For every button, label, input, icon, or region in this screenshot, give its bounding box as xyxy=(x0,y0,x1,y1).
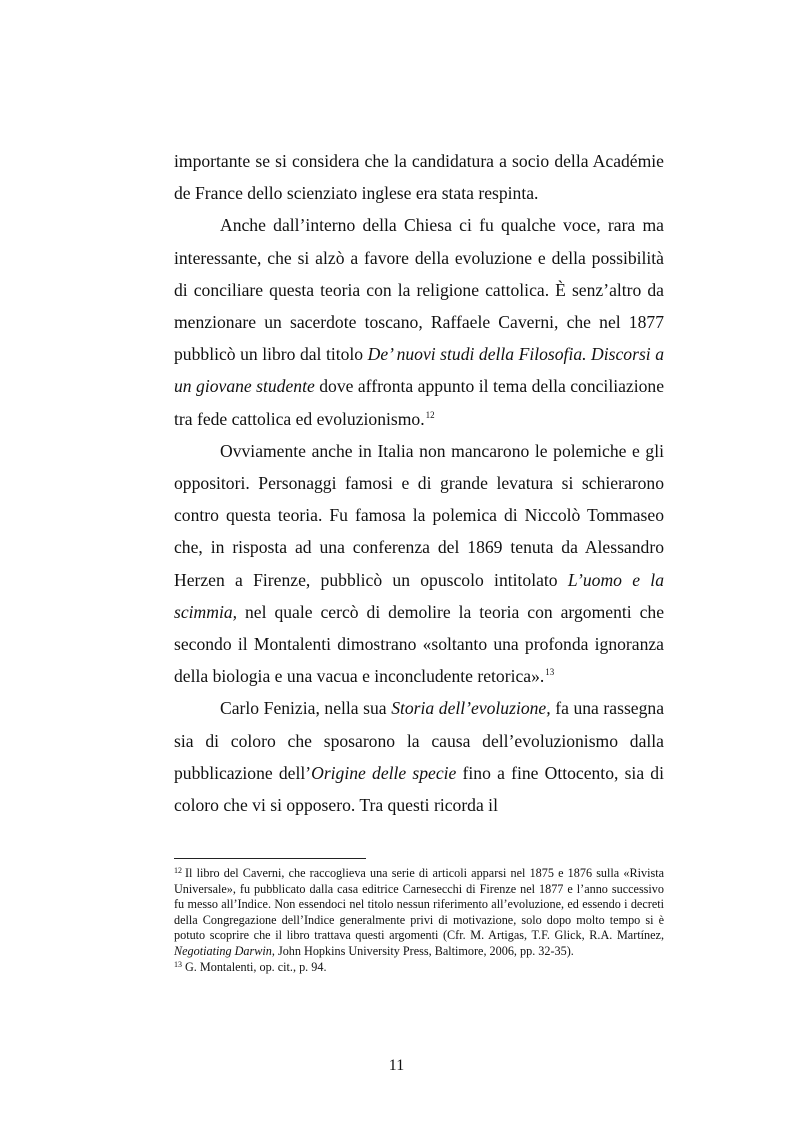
footnote-13-text: G. Montalenti, op. cit., p. 94. xyxy=(185,959,327,974)
paragraph-1-text: importante se si considera che la candidatura a socio della Académie de France dello scienziato inglese era stata respinta. xyxy=(174,151,664,204)
paragraph-2-text-b: dove affronta appunto il tema della conciliazione tra fede cattolica ed evoluzionismo. xyxy=(174,376,664,429)
footnote-12-title: Negotiating Darwin xyxy=(174,943,272,958)
footnote-12-text-b: , John Hopkins University Press, Baltimore, 2006, pp. 32-35). xyxy=(271,943,574,958)
footnote-12-text-a: Il libro del Caverni, che raccoglieva una serie di articoli apparsi nel 1875 e 1876 sulla «Rivista Universale», fu pubblicato dalla casa editrice Carnesecchi di Firenze nel 1877 e l’anno successivo fu messo all’Indice. Non essendoci nel titolo nessun riferimento all’evoluzione, ed essendo i decreti della Congregazione dell’Indice generalmente privi di motivazione, solo dopo molto tempo si è potuto scoprire che il libro trattava questi argomenti (Cfr. M. Artigas, T.F. Glick, R.A. Martínez, xyxy=(174,866,664,943)
paragraph-4-text-c: fino a fine Ottocento, sia di coloro che vi si opposero. Tra questi ricorda il xyxy=(174,762,664,816)
footnote-13 xyxy=(174,960,664,976)
paragraph-2-text-a: Anche dall’interno della Chiesa ci fu qualche voce, rara ma interessante, che si alzò a favore della evoluzione e della possibilità di conciliare questa teoria con la religione cattolica. È senz’altro da menzionare un sacerdote toscano, Raffaele Caverni, che nel 1877 pubblicò un libro dal titolo xyxy=(174,215,664,365)
page-number: 11 xyxy=(388,1057,405,1074)
paragraph-3 xyxy=(174,435,664,693)
book-title-origine: Origine delle specie xyxy=(311,762,457,783)
paragraph-1 xyxy=(174,145,664,209)
book-title-tommaseo: L’uomo e la scimmia, xyxy=(174,569,664,622)
footnote-12-number: 12 xyxy=(174,866,182,875)
footnote-13-number: 13 xyxy=(174,959,182,969)
paragraph-2 xyxy=(174,209,664,434)
footnote-ref-13[interactable]: 13 xyxy=(545,667,555,678)
paragraph-3-text-a: Ovviamente anche in Italia non mancarono le polemiche e gli oppositori. Personaggi famosi e di grande levatura si schierarono contro questa teoria. Fu famosa la polemica di Niccolò Tommaseo che, in risposta ad una conferenza del 1869 tenuta da Alessandro Herzen a Firenze, pubblicò un opuscolo intitolato xyxy=(174,440,664,590)
footnote-ref-12[interactable]: 12 xyxy=(425,409,435,420)
paragraph-4-text-b: fa una rassegna sia di coloro che sposarono la causa dell’evoluzionismo dalla pubblicazione dell’ xyxy=(174,698,664,783)
book-title-caverni: De’ nuovi studi della Filosofia. Discorsi a un giovane studente xyxy=(174,344,664,397)
footnote-12 xyxy=(174,866,664,960)
paragraph-3-text-b: nel quale cercò di demolire la teoria con argomenti che secondo il Montalenti dimostrano «soltanto una profonda ignoranza della biologia e una vacua e inconcludente retorica». xyxy=(174,601,664,687)
footnotes xyxy=(174,866,664,975)
book-title-fenizia: Storia dell’evoluzione, xyxy=(391,698,551,719)
footnote-separator xyxy=(174,858,366,859)
paragraph-4-text-a: Carlo Fenizia, nella sua xyxy=(220,698,392,719)
body-text xyxy=(174,145,664,821)
paragraph-4 xyxy=(174,692,664,821)
